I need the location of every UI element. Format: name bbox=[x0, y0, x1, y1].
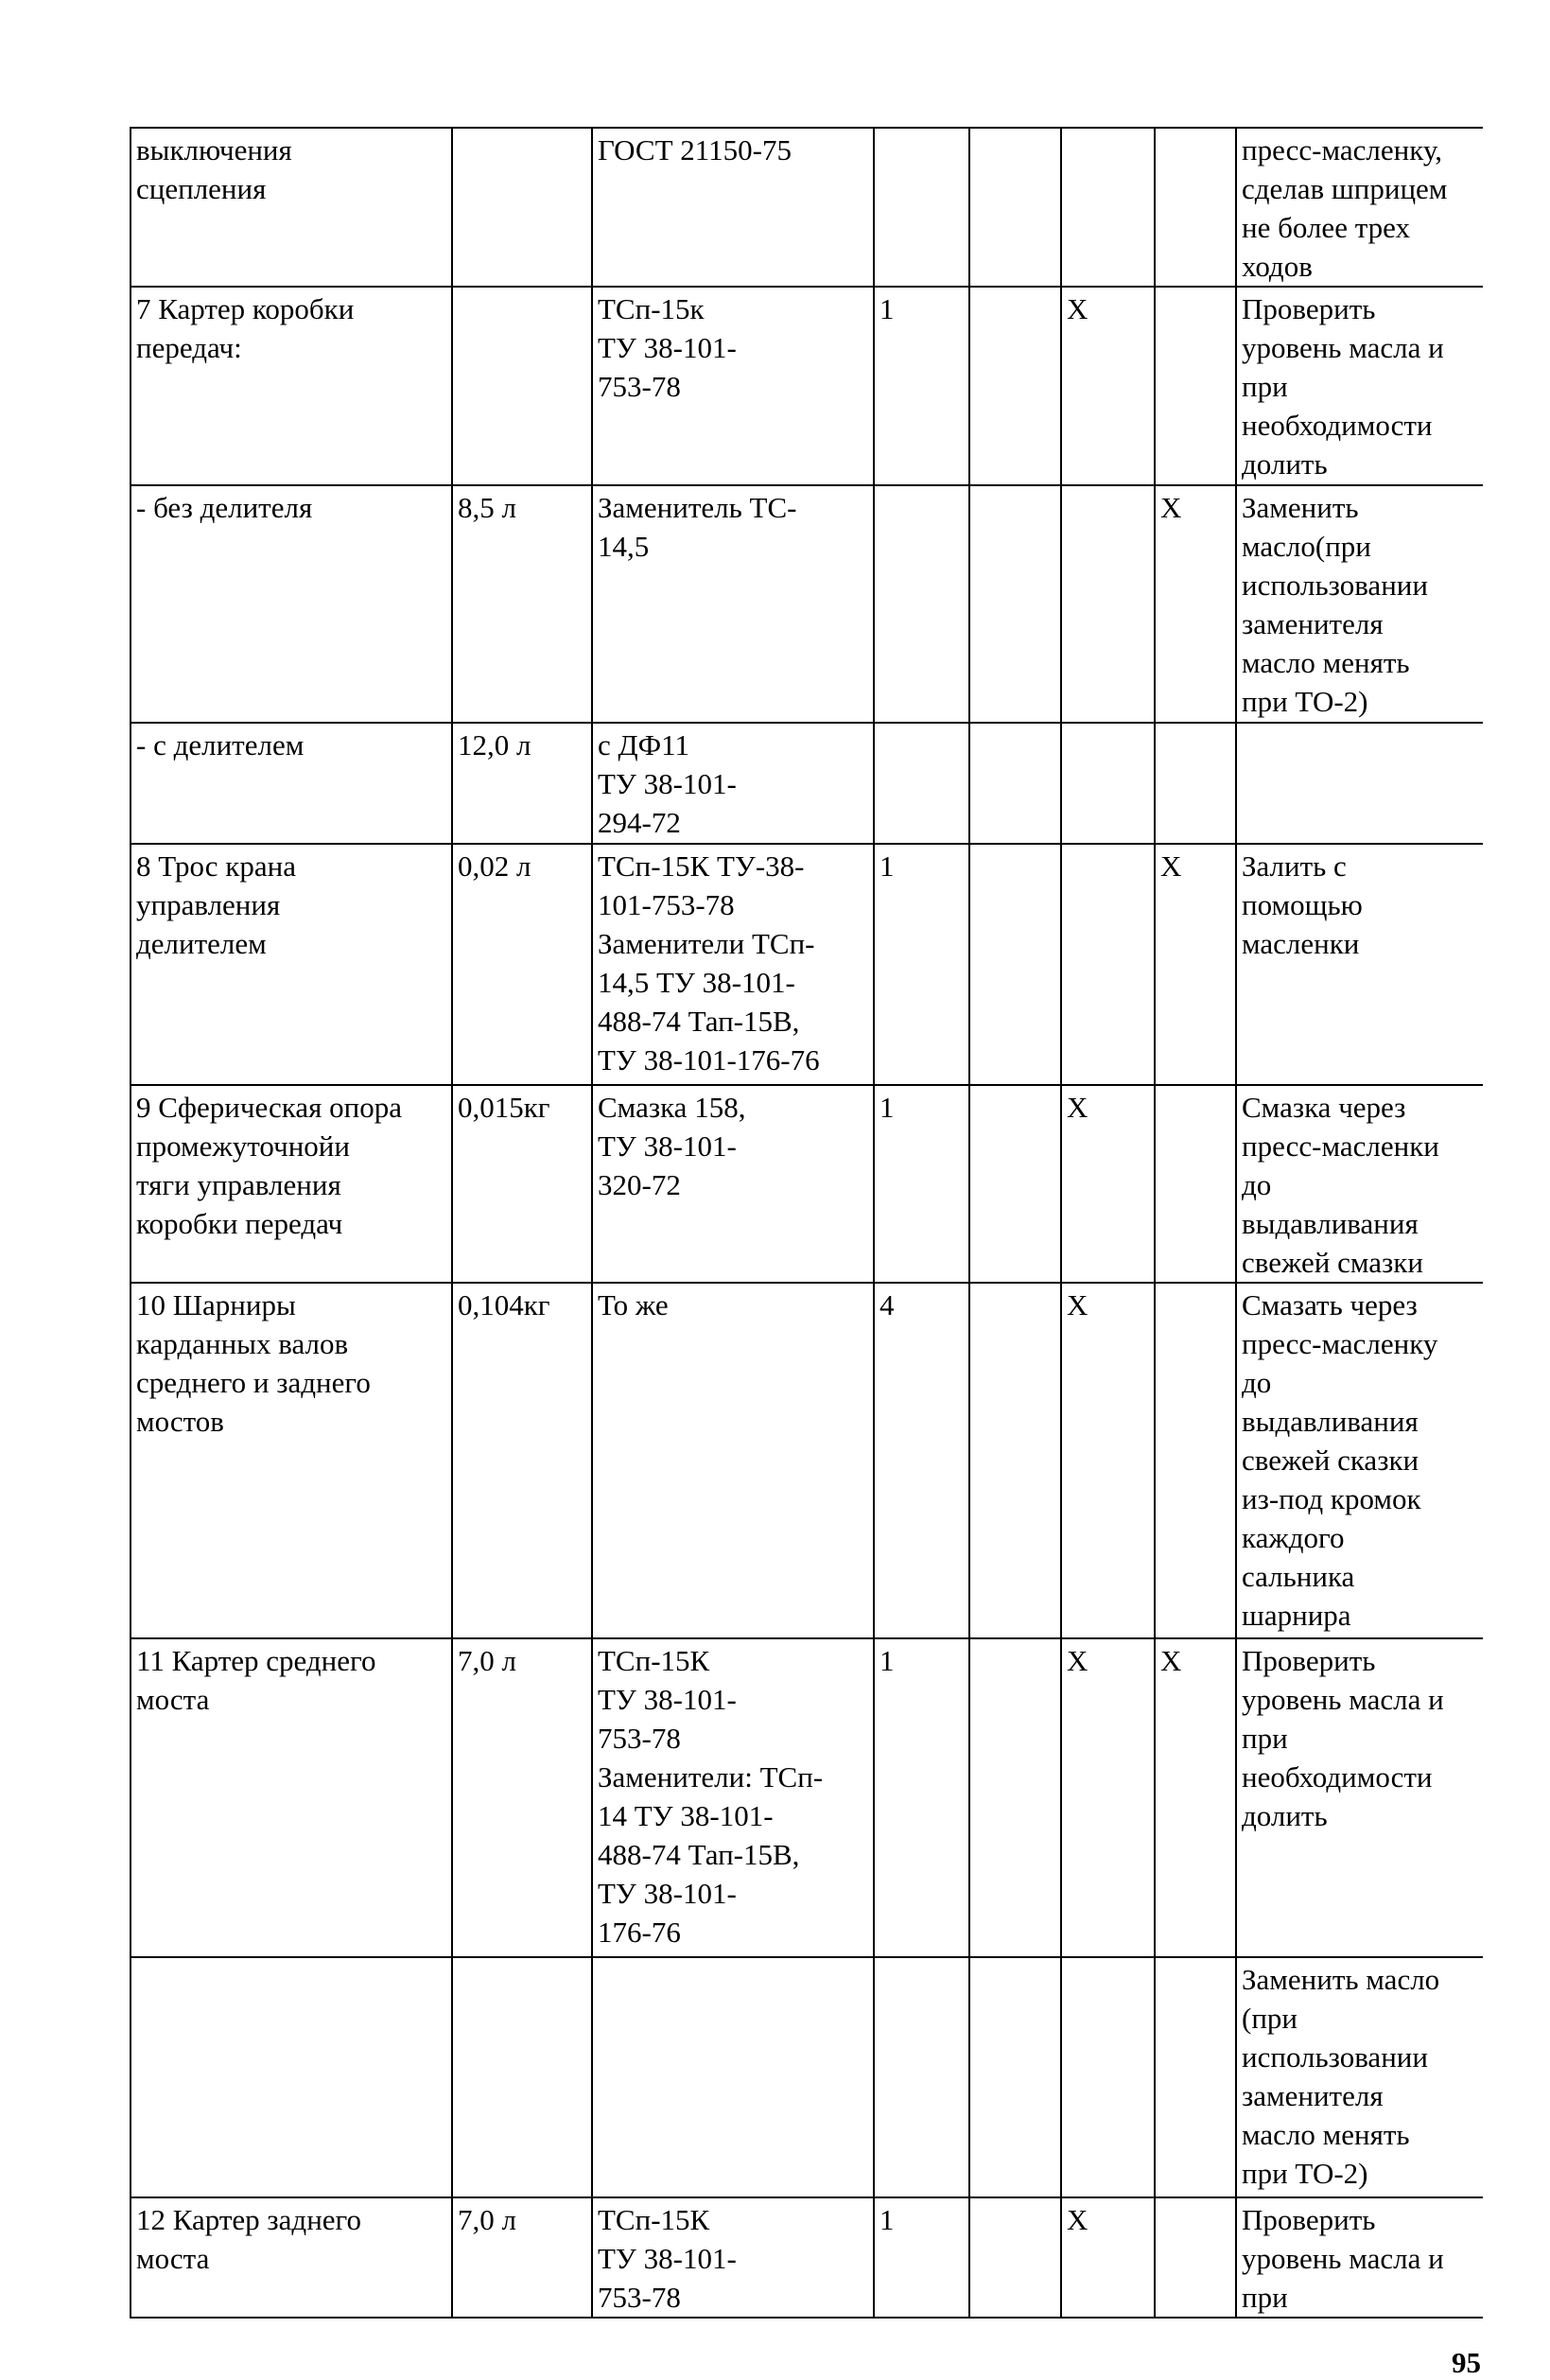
cell-note: Заменить масло (при использовании заменителя масло менять при ТО-2) bbox=[1236, 1957, 1483, 2197]
cell-lubricant: То же bbox=[592, 1283, 874, 1638]
cell-qty: 12,0 л bbox=[452, 723, 592, 844]
cell-point: 12 Картер заднего моста bbox=[131, 2197, 452, 2318]
cell-eo bbox=[969, 1638, 1061, 1957]
cell-note: Заменить масло(при использовании заменителя масло менять при ТО-2) bbox=[1236, 485, 1483, 723]
cell-to2 bbox=[1155, 1957, 1236, 2197]
cell-to2 bbox=[1155, 723, 1236, 844]
cell-lubricant: ТСп-15к ТУ 38-101- 753-78 bbox=[592, 287, 874, 485]
table-row bbox=[131, 1957, 1483, 2197]
cell-to1 bbox=[1061, 485, 1155, 723]
page-number: 95 bbox=[1452, 2346, 1481, 2379]
cell-point bbox=[131, 1957, 452, 2197]
cell-note bbox=[1236, 723, 1483, 844]
cell-points-count: 1 bbox=[874, 287, 969, 485]
cell-point: 10 Шарниры карданных валов среднего и заднего мостов bbox=[131, 1283, 452, 1638]
cell-point: 11 Картер среднего моста bbox=[131, 1638, 452, 1957]
cell-to2 bbox=[1155, 1283, 1236, 1638]
cell-points-count: 1 bbox=[874, 844, 969, 1085]
cell-lubricant: ТСп-15К ТУ-38- 101-753-78 Заменители ТСп- 14,5 ТУ 38-101- 488-74 Тап-15В, ТУ 38-101-176-76 bbox=[592, 844, 874, 1085]
cell-qty: 7,0 л bbox=[452, 2197, 592, 2318]
cell-eo bbox=[969, 844, 1061, 1085]
cell-qty bbox=[452, 287, 592, 485]
cell-lubricant: ГОСТ 21150-75 bbox=[592, 128, 874, 287]
cell-point: - с делителем bbox=[131, 723, 452, 844]
cell-qty bbox=[452, 1957, 592, 2197]
cell-qty: 8,5 л bbox=[452, 485, 592, 723]
cell-points-count bbox=[874, 1957, 969, 2197]
table-row bbox=[131, 485, 1483, 723]
cell-eo bbox=[969, 723, 1061, 844]
cell-to2: Х bbox=[1155, 485, 1236, 723]
cell-eo bbox=[969, 128, 1061, 287]
cell-point: 8 Трос крана управления делителем bbox=[131, 844, 452, 1085]
cell-to1: Х bbox=[1061, 1085, 1155, 1283]
table-row bbox=[131, 1283, 1483, 1638]
cell-eo bbox=[969, 2197, 1061, 2318]
cell-eo bbox=[969, 1085, 1061, 1283]
cell-qty: 7,0 л bbox=[452, 1638, 592, 1957]
cell-note: Залить с помощью масленки bbox=[1236, 844, 1483, 1085]
cell-points-count bbox=[874, 723, 969, 844]
cell-lubricant: ТСп-15К ТУ 38-101- 753-78 Заменители: ТСп- 14 ТУ 38-101- 488-74 Тап-15В, ТУ 38-101- 176-76 bbox=[592, 1638, 874, 1957]
cell-point: 9 Сферическая опора промежуточнойи тяги управления коробки передач bbox=[131, 1085, 452, 1283]
lubrication-table bbox=[130, 127, 1483, 2319]
cell-points-count bbox=[874, 485, 969, 723]
cell-lubricant: Заменитель ТС- 14,5 bbox=[592, 485, 874, 723]
table-row bbox=[131, 1085, 1483, 1283]
cell-qty: 0,02 л bbox=[452, 844, 592, 1085]
cell-to1 bbox=[1061, 723, 1155, 844]
cell-to1 bbox=[1061, 128, 1155, 287]
cell-points-count bbox=[874, 128, 969, 287]
cell-qty bbox=[452, 128, 592, 287]
cell-eo bbox=[969, 485, 1061, 723]
cell-point: 7 Картер коробки передач: bbox=[131, 287, 452, 485]
cell-eo bbox=[969, 1957, 1061, 2197]
table-row bbox=[131, 844, 1483, 1085]
cell-lubricant: с ДФ11 ТУ 38-101- 294-72 bbox=[592, 723, 874, 844]
cell-note: Проверить уровень масла и при необходимости долить bbox=[1236, 287, 1483, 485]
cell-to1: Х bbox=[1061, 287, 1155, 485]
cell-qty: 0,015кг bbox=[452, 1085, 592, 1283]
cell-to2 bbox=[1155, 287, 1236, 485]
cell-eo bbox=[969, 1283, 1061, 1638]
table-row bbox=[131, 2197, 1483, 2318]
cell-note: Проверить уровень масла и при необходимости долить bbox=[1236, 1638, 1483, 1957]
cell-points-count: 4 bbox=[874, 1283, 969, 1638]
cell-note: Смазка через пресс-масленки до выдавливания свежей смазки bbox=[1236, 1085, 1483, 1283]
cell-to2: Х bbox=[1155, 1638, 1236, 1957]
cell-lubricant: ТСп-15К ТУ 38-101- 753-78 bbox=[592, 2197, 874, 2318]
cell-point: выключения сцепления bbox=[131, 128, 452, 287]
cell-to2 bbox=[1155, 1085, 1236, 1283]
cell-to1: Х bbox=[1061, 1283, 1155, 1638]
cell-note: Проверить уровень масла и при bbox=[1236, 2197, 1483, 2318]
cell-to1: Х bbox=[1061, 2197, 1155, 2318]
cell-to2 bbox=[1155, 128, 1236, 287]
cell-to2: Х bbox=[1155, 844, 1236, 1085]
cell-note: Смазать через пресс-масленку до выдавливания свежей сказки из-под кромок каждого сальника шарнира bbox=[1236, 1283, 1483, 1638]
cell-points-count: 1 bbox=[874, 1085, 969, 1283]
cell-points-count: 1 bbox=[874, 2197, 969, 2318]
table-row bbox=[131, 723, 1483, 844]
cell-to1: Х bbox=[1061, 1638, 1155, 1957]
cell-qty: 0,104кг bbox=[452, 1283, 592, 1638]
table-row bbox=[131, 287, 1483, 485]
cell-to1 bbox=[1061, 1957, 1155, 2197]
cell-to2 bbox=[1155, 2197, 1236, 2318]
table-row bbox=[131, 1638, 1483, 1957]
cell-note: пресс-масленку, сделав шприцем не более трех ходов bbox=[1236, 128, 1483, 287]
cell-lubricant: Смазка 158, ТУ 38-101- 320-72 bbox=[592, 1085, 874, 1283]
cell-to1 bbox=[1061, 844, 1155, 1085]
table-row bbox=[131, 128, 1483, 287]
cell-eo bbox=[969, 287, 1061, 485]
cell-lubricant bbox=[592, 1957, 874, 2197]
cell-points-count: 1 bbox=[874, 1638, 969, 1957]
cell-point: - без делителя bbox=[131, 485, 452, 723]
